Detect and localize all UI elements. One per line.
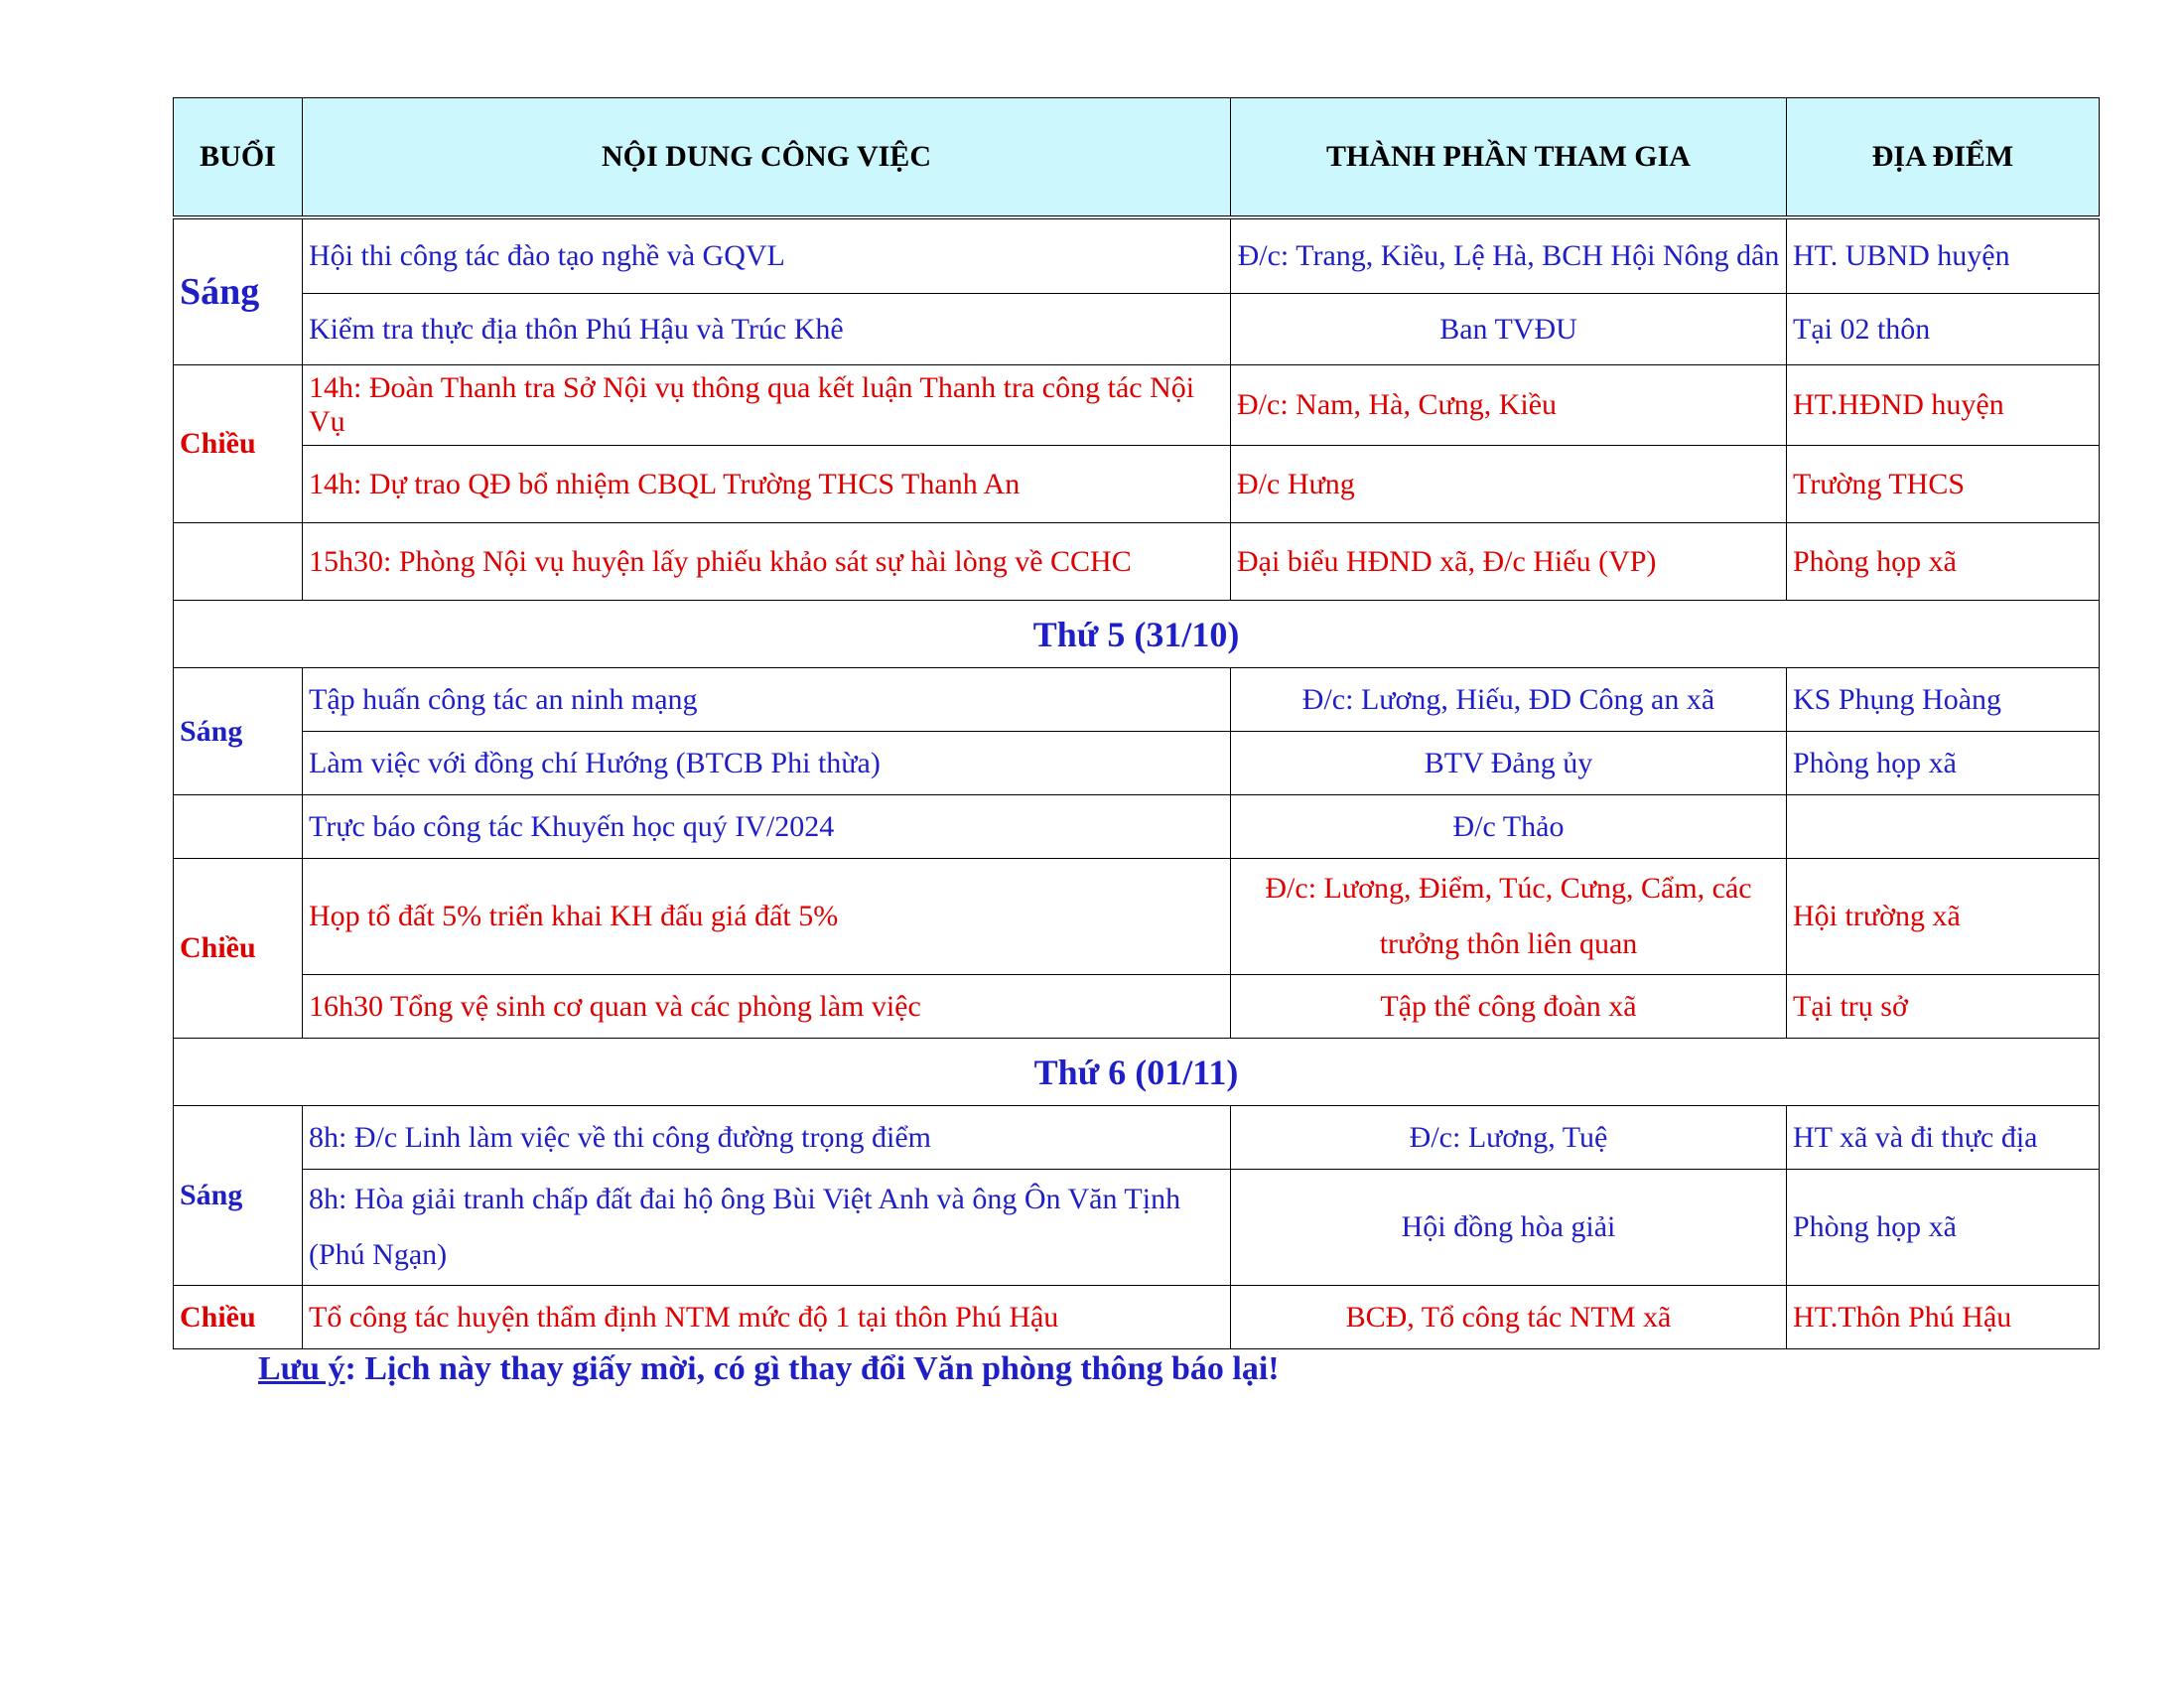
- participants-cell: BCĐ, Tổ công tác NTM xã: [1231, 1286, 1787, 1349]
- content-cell: Làm việc với đồng chí Hướng (BTCB Phi thừa): [303, 732, 1231, 795]
- header-participants: THÀNH PHẦN THAM GIA: [1231, 98, 1787, 217]
- table-row: [174, 1106, 2100, 1170]
- header-session: BUỔI: [174, 98, 303, 217]
- table-row: [174, 217, 2100, 294]
- location-cell: HT.Thôn Phú Hậu: [1787, 1286, 2100, 1349]
- location-cell: Tại trụ sở: [1787, 975, 2100, 1039]
- table-row: [174, 523, 2100, 601]
- participants-cell: Đ/c Thảo: [1231, 795, 1787, 859]
- participants-cell: Đ/c: Lương, Điểm, Túc, Cưng, Cẩm, các trưởng thôn liên quan: [1231, 859, 1787, 975]
- location-cell: Tại 02 thôn: [1787, 294, 2100, 365]
- content-cell: 14h: Đoàn Thanh tra Sở Nội vụ thông qua kết luận Thanh tra công tác Nội Vụ: [303, 365, 1231, 446]
- participants-cell: Đ/c Hưng: [1231, 446, 1787, 523]
- session-empty: [174, 795, 303, 859]
- participants-cell: Ban TVĐU: [1231, 294, 1787, 365]
- content-cell: Tổ công tác huyện thẩm định NTM mức độ 1 tại thôn Phú Hậu: [303, 1286, 1231, 1349]
- header-content: NỘI DUNG CÔNG VIỆC: [303, 98, 1231, 217]
- participants-cell: Hội đồng hòa giải: [1231, 1170, 1787, 1286]
- participants-cell: Đại biểu HĐND xã, Đ/c Hiếu (VP): [1231, 523, 1787, 601]
- participants-cell: Đ/c: Nam, Hà, Cưng, Kiều: [1231, 365, 1787, 446]
- participants-cell: Tập thể công đoàn xã: [1231, 975, 1787, 1039]
- content-cell: 16h30 Tổng vệ sinh cơ quan và các phòng làm việc: [303, 975, 1231, 1039]
- content-cell: Hội thi công tác đào tạo nghề và GQVL: [303, 217, 1231, 294]
- location-cell: Hội trường xã: [1787, 859, 2100, 975]
- day-title-thu6: Thứ 6 (01/11): [174, 1039, 2100, 1106]
- participants-cell: Đ/c: Lương, Hiếu, ĐD Công an xã: [1231, 668, 1787, 732]
- day-title-thu5: Thứ 5 (31/10): [174, 601, 2100, 668]
- session-morning: Sáng: [174, 217, 303, 365]
- session-empty: [174, 523, 303, 601]
- table-row: [174, 732, 2100, 795]
- content-cell: Tập huấn công tác an ninh mạng: [303, 668, 1231, 732]
- content-cell: Kiểm tra thực địa thôn Phú Hậu và Trúc Khê: [303, 294, 1231, 365]
- day-header-row: [174, 601, 2100, 668]
- table-row: [174, 446, 2100, 523]
- footer-note: [258, 1350, 1280, 1388]
- content-cell: 15h30: Phòng Nội vụ huyện lấy phiếu khảo sát sự hài lòng về CCHC: [303, 523, 1231, 601]
- location-cell: [1787, 795, 2100, 859]
- participants-cell: Đ/c: Trang, Kiều, Lệ Hà, BCH Hội Nông dân: [1231, 217, 1787, 294]
- session-morning: Sáng: [174, 1106, 303, 1286]
- table-row: [174, 294, 2100, 365]
- location-cell: HT.HĐND huyện: [1787, 365, 2100, 446]
- table-row: [174, 365, 2100, 446]
- table-row: [174, 668, 2100, 732]
- table-row: [174, 1170, 2100, 1286]
- session-afternoon: Chiều: [174, 859, 303, 1039]
- content-cell: Trực báo công tác Khuyến học quý IV/2024: [303, 795, 1231, 859]
- note-text: : Lịch này thay giấy mời, có gì thay đổi Văn phòng thông báo lại!: [344, 1350, 1280, 1387]
- table-row: [174, 859, 2100, 975]
- content-cell: Họp tổ đất 5% triển khai KH đấu giá đất 5%: [303, 859, 1231, 975]
- location-cell: Phòng họp xã: [1787, 1170, 2100, 1286]
- location-cell: HT. UBND huyện: [1787, 217, 2100, 294]
- session-afternoon: Chiều: [174, 365, 303, 523]
- table-header-row: [174, 98, 2100, 217]
- table-row: [174, 795, 2100, 859]
- content-cell: 8h: Hòa giải tranh chấp đất đai hộ ông Bùi Việt Anh và ông Ôn Văn Tịnh (Phú Ngạn): [303, 1170, 1231, 1286]
- participants-cell: BTV Đảng ủy: [1231, 732, 1787, 795]
- note-label: Lưu ý: [258, 1350, 345, 1387]
- location-cell: Phòng họp xã: [1787, 732, 2100, 795]
- session-morning: Sáng: [174, 668, 303, 795]
- schedule-table: [173, 97, 2100, 1349]
- session-afternoon: Chiều: [174, 1286, 303, 1349]
- header-location: ĐỊA ĐIỂM: [1787, 98, 2100, 217]
- participants-cell: Đ/c: Lương, Tuệ: [1231, 1106, 1787, 1170]
- table-row: [174, 975, 2100, 1039]
- location-cell: Trường THCS: [1787, 446, 2100, 523]
- content-cell: 14h: Dự trao QĐ bổ nhiệm CBQL Trường THCS Thanh An: [303, 446, 1231, 523]
- day-header-row: [174, 1039, 2100, 1106]
- content-cell: 8h: Đ/c Linh làm việc về thi công đường trọng điểm: [303, 1106, 1231, 1170]
- location-cell: Phòng họp xã: [1787, 523, 2100, 601]
- table-row: [174, 1286, 2100, 1349]
- location-cell: HT xã và đi thực địa: [1787, 1106, 2100, 1170]
- location-cell: KS Phụng Hoàng: [1787, 668, 2100, 732]
